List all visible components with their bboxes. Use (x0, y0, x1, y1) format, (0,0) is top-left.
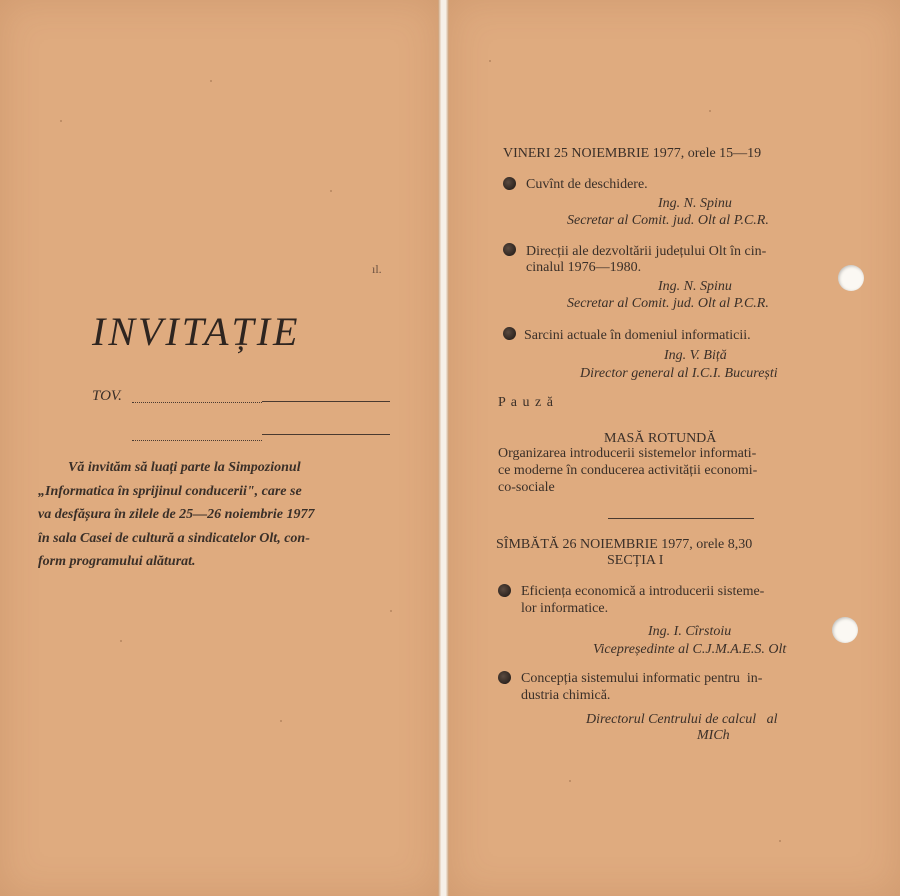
day1-heading: VINERI 25 NOIEMBRIE 1977, orele 15—19 (503, 146, 762, 161)
bullet-icon (503, 177, 516, 190)
agenda-speaker-role: Directorul Centrului de calcul al (586, 712, 778, 727)
agenda-item-title: Eficiența economică a introducerii sisteme- (521, 584, 765, 599)
invitation-line: Vă invităm să luați parte la Simpozionul (68, 460, 301, 475)
invitation-line: „Informatica în sprijinul conducerii", care se (38, 483, 302, 499)
invitation-title: INVITAȚIE (92, 309, 301, 354)
invitation-line: în sala Casei de cultură a sindicatelor Olt, con- (38, 530, 310, 546)
pause-label: P a u z ă (498, 395, 554, 410)
invitation-text (38, 456, 393, 574)
left-page (0, 0, 438, 896)
round-table-line: Organizarea introducerii sistemelor informati- (498, 446, 757, 461)
agenda-speaker-role: Secretar al Comit. jud. Olt al P.C.R. (567, 213, 769, 228)
agenda-item-title: Sarcini actuale în domeniul informaticii. (524, 328, 751, 343)
day2-heading: SÎMBĂTĂ 26 NOIEMBRIE 1977, orele 8,30 (496, 537, 753, 552)
agenda-speaker: Ing. V. Biță (664, 348, 727, 363)
name-line-dotted (132, 402, 262, 403)
agenda-speaker-role-cont: MICh (697, 728, 730, 743)
page-gap (438, 0, 449, 896)
agenda-item-title: Direcții ale dezvoltării județului Olt în cin- (526, 244, 767, 259)
second-line-dotted (132, 440, 262, 441)
agenda-item-title-cont: lor informatice. (521, 601, 609, 616)
agenda-speaker: Ing. N. Spinu (658, 279, 732, 294)
bullet-icon (503, 243, 516, 256)
punch-hole (832, 617, 858, 643)
page-number: ıl. (372, 262, 382, 276)
bullet-icon (498, 671, 511, 684)
agenda-speaker: Ing. I. Cîrstoiu (648, 624, 732, 639)
invitation-line: va desfășura în zilele de 25—26 noiembrie 1977 (38, 507, 315, 522)
agenda-item-title: Cuvînt de deschidere. (526, 177, 648, 192)
tov-label: TOV. (92, 388, 122, 404)
agenda-speaker-role: Director general al I.C.I. București (580, 366, 778, 381)
agenda-speaker: Ing. N. Spinu (658, 196, 732, 211)
agenda-speaker-role: Vicepreședinte al C.J.M.A.E.S. Olt (593, 642, 787, 657)
agenda-item-title-cont: cinalul 1976—1980. (526, 260, 642, 275)
invitation-line: form programului alăturat. (38, 554, 196, 569)
punch-hole (838, 265, 864, 291)
round-table-title: MASĂ ROTUNDĂ (604, 431, 717, 446)
agenda-speaker-role: Secretar al Comit. jud. Olt al P.C.R. (567, 296, 769, 311)
section-heading: SECȚIA I (607, 553, 664, 568)
section-divider (608, 518, 754, 519)
agenda-item-title: Concepția sistemului informatic pentru in- (521, 671, 763, 686)
round-table-line: ce moderne în conducerea activității economi- (498, 463, 758, 478)
round-table-line: co-sociale (498, 480, 555, 495)
name-line (262, 401, 390, 402)
bullet-icon (503, 327, 516, 340)
bullet-icon (498, 584, 511, 597)
second-line (262, 434, 390, 435)
agenda-item-title-cont: dustria chimică. (521, 688, 611, 703)
